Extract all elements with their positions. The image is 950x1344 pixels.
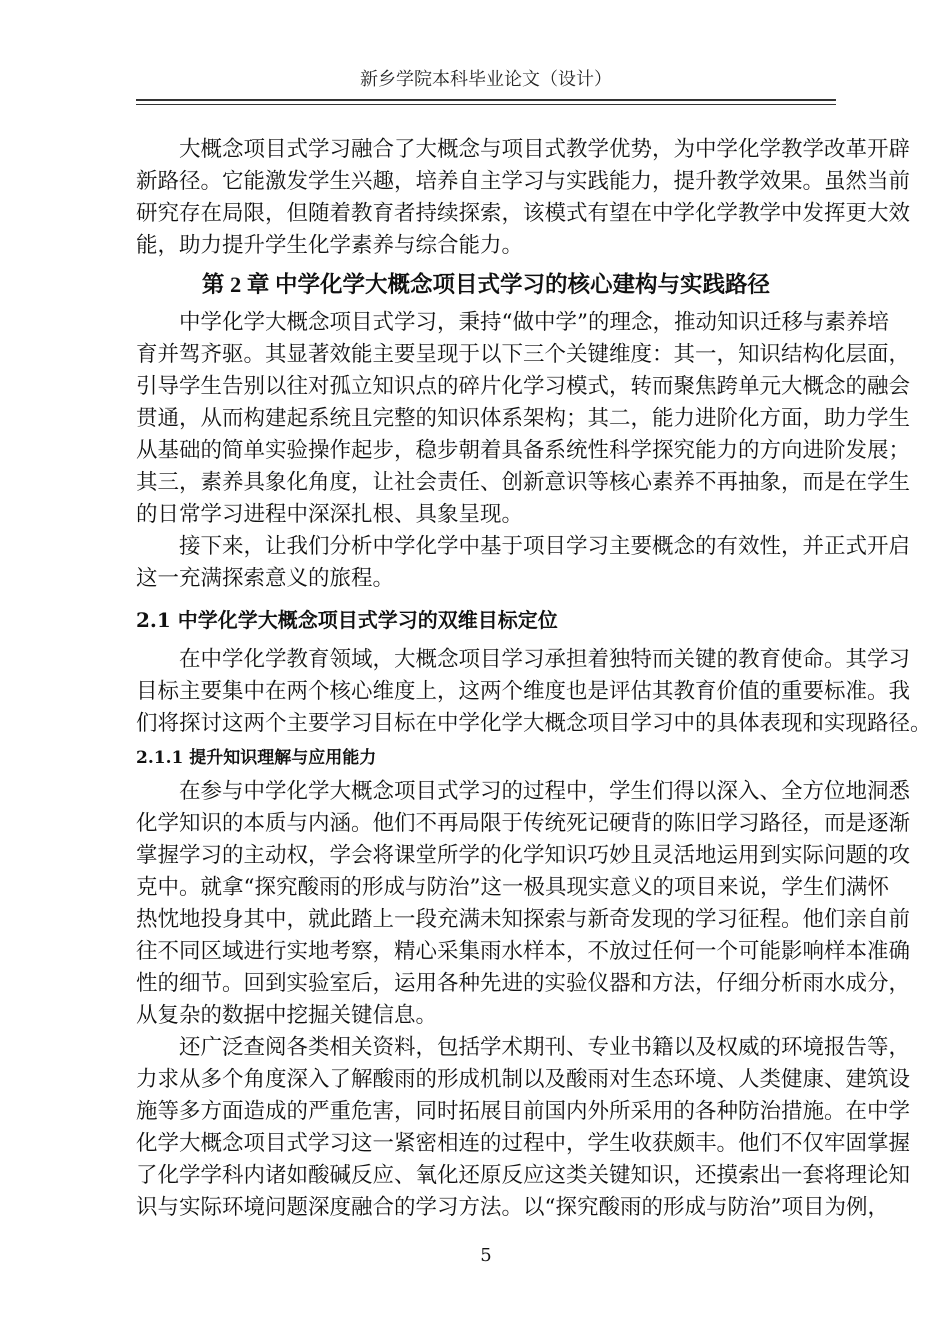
paragraph-line: 施等多方面造成的严重危害，同时拓展目前国内外所采用的各种防治措施。在中学 (136, 1099, 911, 1124)
paragraph-line: 其三，素养具象化角度，让社会责任、创新意识等核心素养不再抽象，而是在学生 (136, 470, 911, 495)
paragraph (136, 1032, 911, 1224)
paragraph-line: 在参与中学化学大概念项目式学习的过程中，学生们得以深入、全方位地洞悉 (179, 779, 911, 804)
paragraph-line: 掌握学习的主动权，学会将课堂所学的化学知识巧妙且灵活地运用到实际问题的攻 (136, 843, 911, 868)
paragraph-line: 从复杂的数据中挖掘关键信息。 (136, 1003, 438, 1028)
paragraph-line: 目标主要集中在两个核心维度上，这两个维度也是评估其教育价值的重要标准。我 (136, 679, 911, 704)
paragraph (136, 776, 911, 1032)
paragraph-line: 克中。就拿“探究酸雨的形成与防治”这一极具现实意义的项目来说，学生们满怀 (136, 875, 889, 900)
paragraph (136, 307, 911, 531)
paragraph (136, 644, 932, 740)
subsection-heading: 2.1.1 提升知识理解与应用能力 (136, 748, 377, 768)
paragraph-line: 引导学生告别以往对孤立知识点的碎片化学习模式，转而聚焦跨单元大概念的融会 (136, 374, 911, 399)
paragraph-line: 还广泛查阅各类相关资料，包括学术期刊、专业书籍以及权威的环境报告等， (179, 1035, 911, 1060)
paragraph-line: 热忱地投身其中，就此踏上一段充满未知探索与新奇发现的学习征程。他们亲自前 (136, 907, 911, 932)
paragraph-line: 了化学学科内诸如酸碱反应、氧化还原反应这类关键知识，还摸索出一套将理论知 (136, 1163, 911, 1188)
paragraph-line: 贯通，从而构建起系统且完整的知识体系架构；其二，能力进阶化方面，助力学生 (136, 406, 911, 431)
paragraph-line: 中学化学大概念项目式学习，秉持“做中学”的理念，推动知识迁移与素养培 (179, 310, 889, 335)
paragraph-line: 的日常学习进程中深深扎根、具象呈现。 (136, 502, 524, 527)
paragraph-line: 力求从多个角度深入了解酸雨的形成机制以及酸雨对生态环境、人类健康、建筑设 (136, 1067, 911, 1092)
paragraph-line: 接下来，让我们分析中学化学中基于项目学习主要概念的有效性，并正式开启 (179, 534, 911, 559)
page-number: 5 (480, 1245, 492, 1266)
paragraph-line: 研究存在局限，但随着教育者持续探索，该模式有望在中学化学教学中发挥更大效 (136, 201, 911, 226)
header-double-rule (136, 99, 836, 105)
chapter-heading: 第 2 章 中学化学大概念项目式学习的核心建构与实践路径 (201, 272, 771, 297)
section-heading: 2.1 中学化学大概念项目式学习的双维目标定位 (136, 608, 558, 632)
paragraph-line: 育并驾齐驱。其显著效能主要呈现于以下三个关键维度：其一，知识结构化层面， (136, 342, 911, 367)
paragraph (136, 134, 911, 262)
page-header-title: 新乡学院本科毕业论文（设计） (360, 69, 612, 90)
paragraph-line: 在中学化学教育领域，大概念项目学习承担着独特而关键的教育使命。其学习 (179, 647, 911, 672)
paragraph-line: 化学大概念项目式学习这一紧密相连的过程中，学生收获颇丰。他们不仅牢固掌握 (136, 1131, 911, 1156)
paragraph-line: 识与实际环境问题深度融合的学习方法。以“探究酸雨的形成与防治”项目为例， (136, 1195, 889, 1220)
paragraph-line: 能，助力提升学生化学素养与综合能力。 (136, 233, 524, 258)
paragraph-line: 新路径。它能激发学生兴趣，培养自主学习与实践能力，提升教学效果。虽然当前 (136, 169, 911, 194)
paragraph-line: 往不同区域进行实地考察，精心采集雨水样本，不放过任何一个可能影响样本准确 (136, 939, 911, 964)
paragraph-line: 从基础的简单实验操作起步，稳步朝着具备系统性科学探究能力的方向进阶发展； (136, 438, 911, 463)
paragraph-line: 们将探讨这两个主要学习目标在中学化学大概念项目学习中的具体表现和实现路径。 (136, 711, 932, 736)
paragraph-line: 大概念项目式学习融合了大概念与项目式教学优势，为中学化学教学改革开辟 (179, 137, 911, 162)
paragraph-line: 这一充满探索意义的旅程。 (136, 566, 395, 591)
paragraph (136, 531, 911, 595)
paragraph-line: 性的细节。回到实验室后，运用各种先进的实验仪器和方法，仔细分析雨水成分， (136, 971, 911, 996)
paragraph-line: 化学知识的本质与内涵。他们不再局限于传统死记硬背的陈旧学习路径，而是逐渐 (136, 811, 911, 836)
